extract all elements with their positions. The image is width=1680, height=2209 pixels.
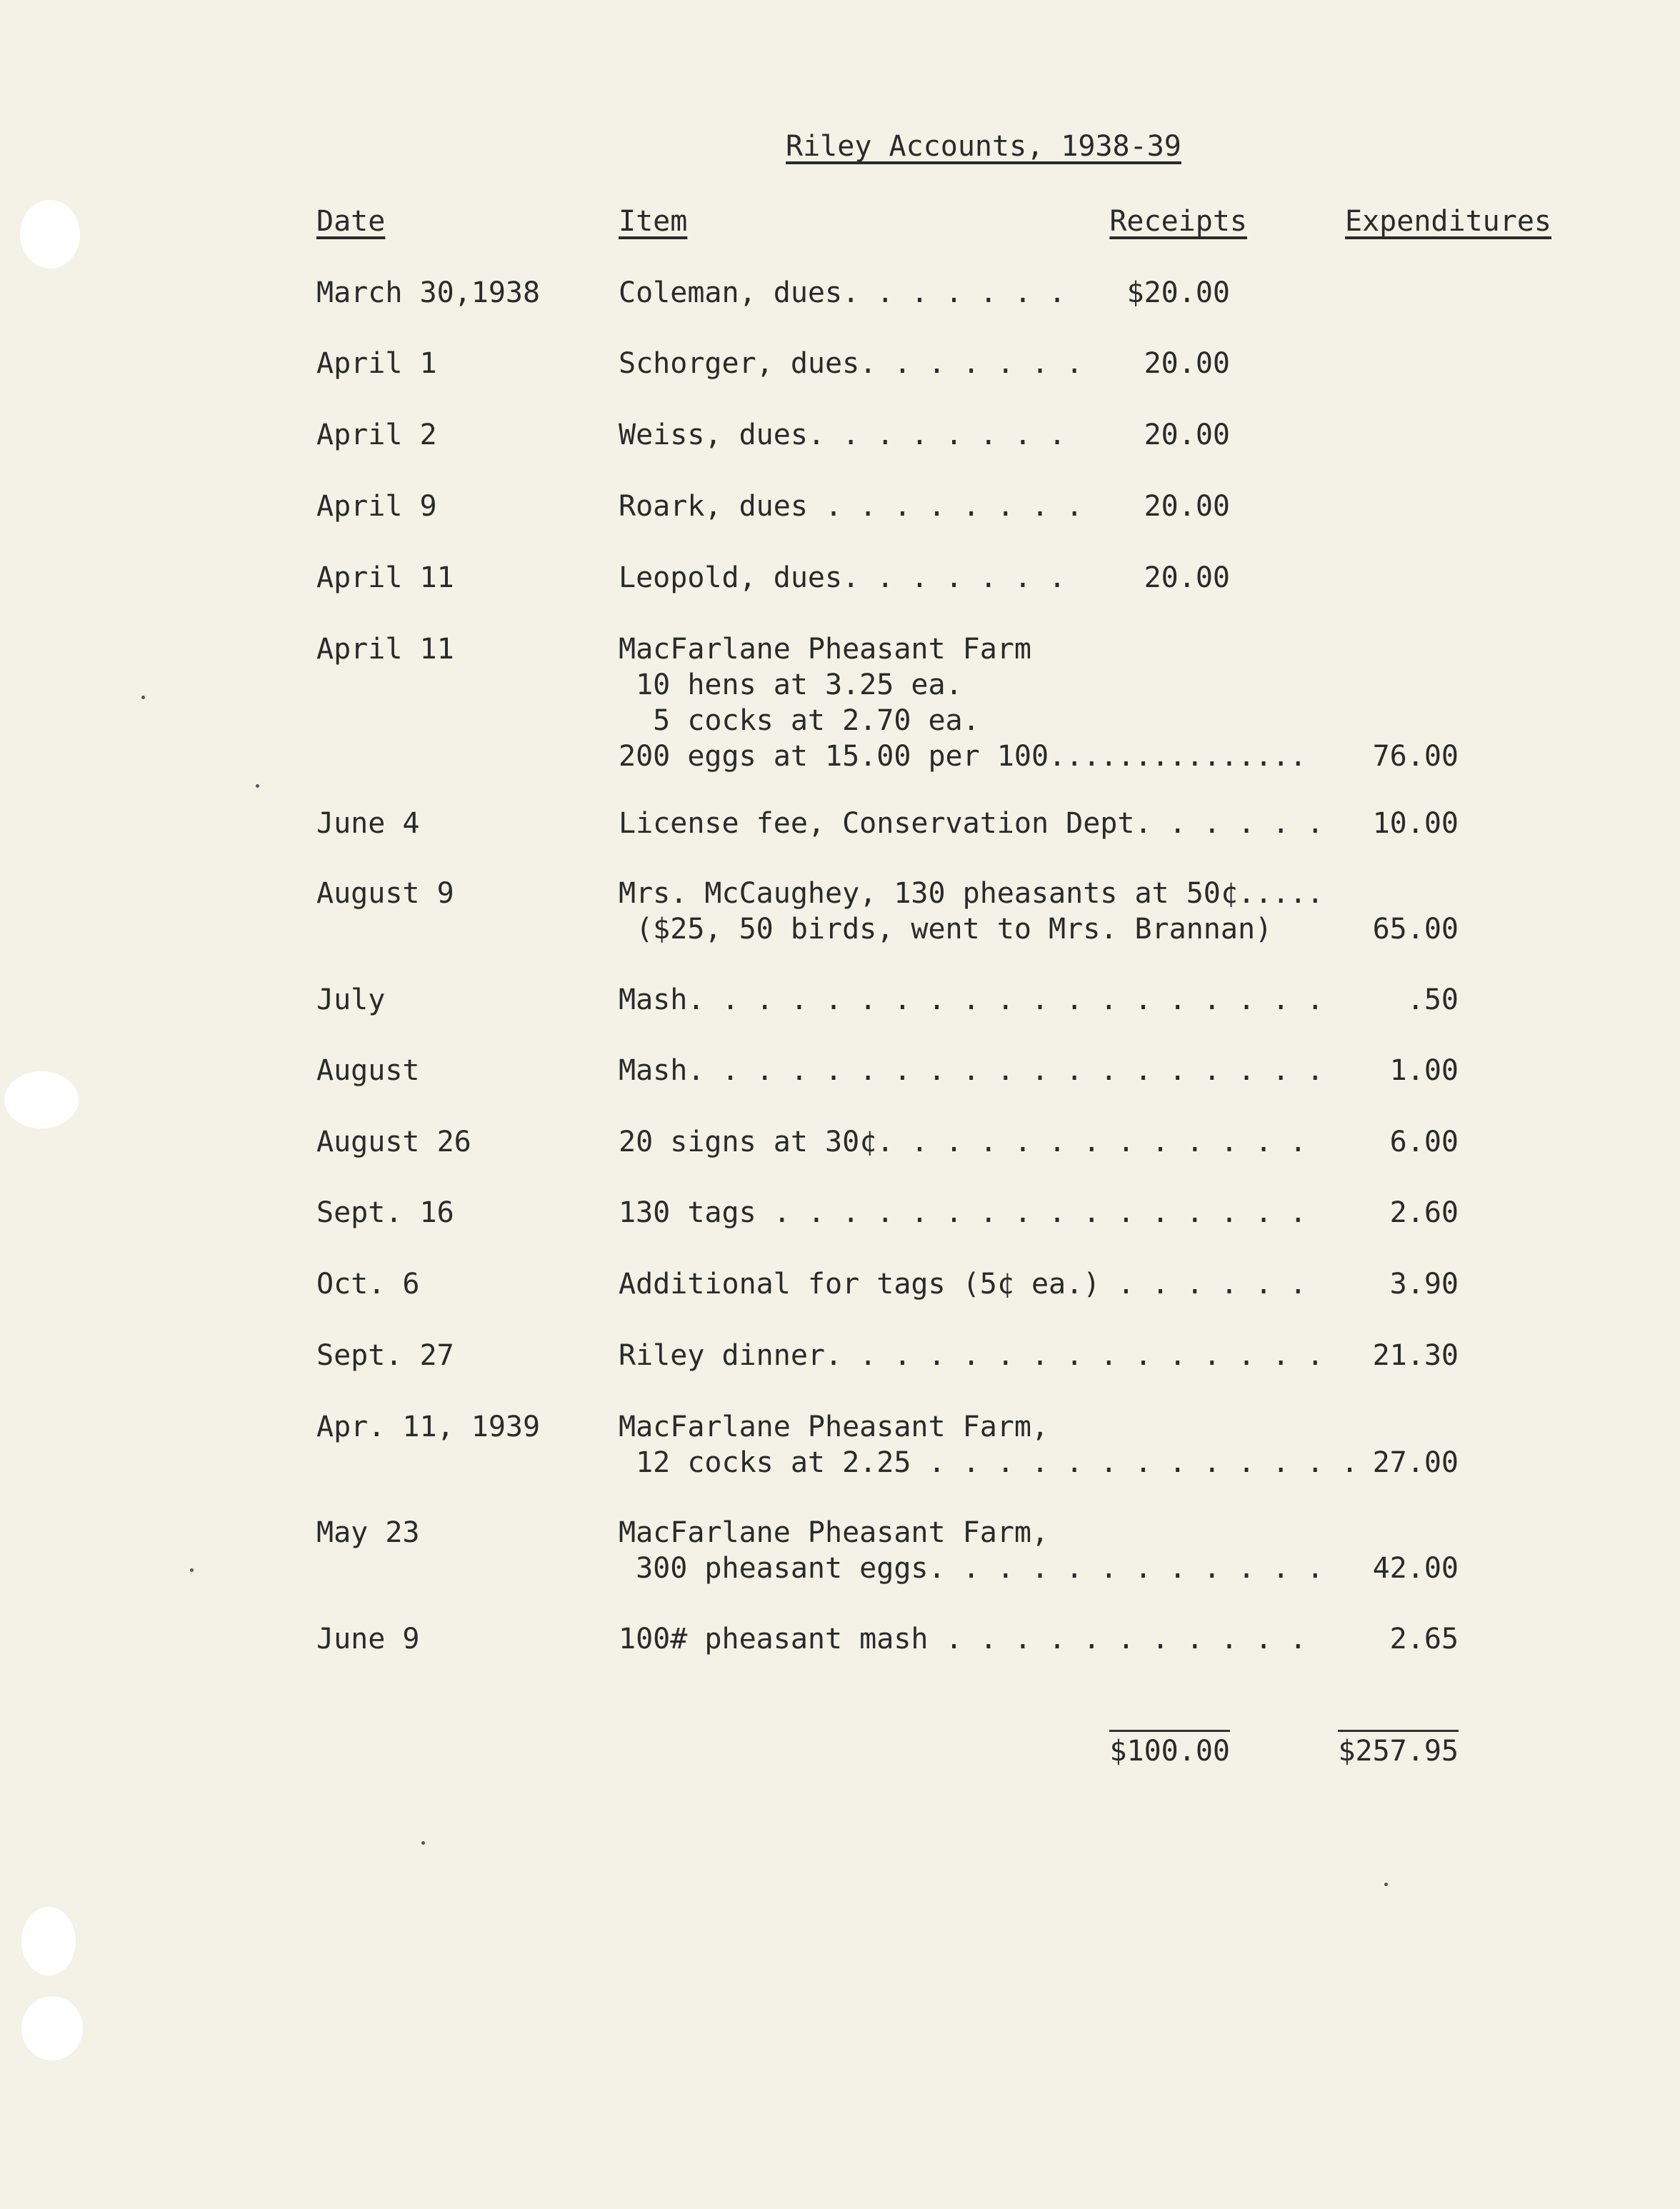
row-item-line: 12 cocks at 2.25 . . . . . . . . . . . . .: [619, 1446, 1359, 1479]
punch-hole-bottom-2: [21, 1996, 83, 2060]
paper-speck: [141, 696, 145, 699]
punch-hole-middle: [4, 1071, 79, 1128]
row-item-line: 130 tags . . . . . . . . . . . . . . . .: [619, 1196, 1307, 1229]
row-item-line: MacFarlane Pheasant Farm,: [619, 1411, 1049, 1443]
row-expenditure: .50: [1406, 983, 1459, 1016]
row-date: April 9: [316, 490, 437, 523]
header-item: Item: [619, 205, 688, 238]
row-item-line: 300 pheasant eggs. . . . . . . . . . . .: [619, 1552, 1324, 1585]
row-date: April 11: [316, 633, 454, 666]
row-item-line: Mrs. McCaughey, 130 pheasants at 50¢.....: [619, 877, 1324, 910]
row-date: May 23: [316, 1516, 420, 1549]
row-date: April 2: [316, 419, 437, 451]
row-item-line: Mash. . . . . . . . . . . . . . . . . . .: [619, 983, 1324, 1016]
punch-hole-top: [20, 200, 80, 269]
row-date: August: [316, 1054, 420, 1087]
paper-speck: [421, 1841, 425, 1845]
row-date: Apr. 11, 1939: [316, 1411, 541, 1443]
paper-speck: [256, 784, 259, 788]
row-expenditure: 6.00: [1389, 1126, 1459, 1158]
header-expenditures: Expenditures: [1345, 205, 1551, 238]
row-date: June 9: [316, 1623, 420, 1656]
row-expenditure: 10.00: [1372, 807, 1459, 840]
row-receipt: 20.00: [1144, 490, 1230, 523]
page-title: Riley Accounts, 1938-39: [786, 130, 1181, 163]
row-date: Oct. 6: [316, 1268, 420, 1301]
row-expenditure: 27.00: [1372, 1446, 1459, 1479]
row-receipt: $20.00: [1126, 276, 1230, 309]
row-item-line: Mash. . . . . . . . . . . . . . . . . . .: [619, 1054, 1324, 1087]
row-expenditure: 3.90: [1389, 1268, 1459, 1301]
row-date: March 30,1938: [316, 276, 541, 309]
row-item-line: 10 hens at 3.25 ea.: [619, 668, 963, 701]
row-item-line: 100# pheasant mash . . . . . . . . . . .: [619, 1623, 1307, 1656]
row-expenditure: 21.30: [1372, 1339, 1459, 1372]
header-receipts: Receipts: [1109, 205, 1247, 238]
row-item-line: 20 signs at 30¢. . . . . . . . . . . . .: [619, 1126, 1307, 1158]
row-date: July: [316, 983, 386, 1016]
row-date: June 4: [316, 807, 420, 840]
row-item-line: Coleman, dues. . . . . . .: [619, 276, 1066, 309]
row-expenditure: 42.00: [1372, 1552, 1459, 1585]
row-expenditure: 65.00: [1372, 913, 1459, 946]
row-item-line: License fee, Conservation Dept. . . . . .: [619, 807, 1324, 840]
row-date: August 26: [316, 1126, 471, 1158]
row-date: April 1: [316, 347, 437, 380]
row-expenditure: 76.00: [1372, 740, 1459, 773]
row-item-line: Schorger, dues. . . . . . .: [619, 347, 1084, 380]
row-date: Sept. 16: [316, 1196, 454, 1229]
row-item-line: MacFarlane Pheasant Farm: [619, 633, 1031, 666]
row-item-line: Roark, dues . . . . . . . .: [619, 490, 1084, 523]
header-date: Date: [316, 205, 386, 238]
row-item-line: MacFarlane Pheasant Farm,: [619, 1516, 1049, 1549]
row-receipt: 20.00: [1144, 561, 1230, 594]
paper-speck: [190, 1568, 194, 1572]
punch-hole-bottom: [21, 1907, 76, 1975]
row-item-line: Riley dinner. . . . . . . . . . . . . . .: [619, 1339, 1324, 1372]
row-item-line: ($25, 50 birds, went to Mrs. Brannan): [619, 913, 1273, 946]
row-receipt: 20.00: [1144, 419, 1230, 451]
total-receipts: $100.00: [1109, 1730, 1230, 1769]
row-item-line: Additional for tags (5¢ ea.) . . . . . .: [619, 1268, 1307, 1301]
total-expenditures: $257.95: [1338, 1730, 1459, 1769]
row-date: April 11: [316, 561, 454, 594]
row-item-line: Leopold, dues. . . . . . .: [619, 561, 1066, 594]
row-date: August 9: [316, 877, 454, 910]
row-item-line: 200 eggs at 15.00 per 100...............: [619, 740, 1307, 773]
row-date: Sept. 27: [316, 1339, 454, 1372]
row-item-line: Weiss, dues. . . . . . . .: [619, 419, 1066, 451]
row-expenditure: 2.65: [1389, 1623, 1459, 1656]
row-expenditure: 1.00: [1389, 1054, 1459, 1087]
row-expenditure: 2.60: [1389, 1196, 1459, 1229]
row-item-line: 5 cocks at 2.70 ea.: [619, 704, 980, 737]
paper-speck: [1384, 1883, 1388, 1886]
row-receipt: 20.00: [1144, 347, 1230, 380]
